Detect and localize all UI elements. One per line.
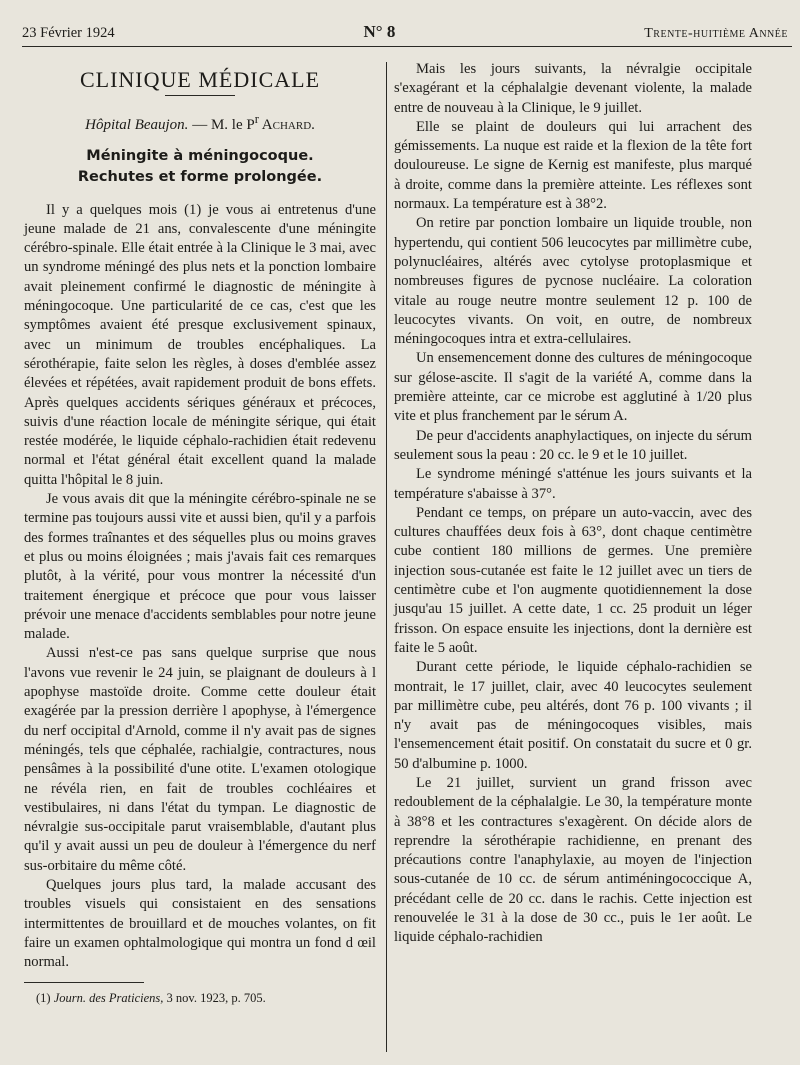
footnote: [24, 989, 376, 1008]
article-title-line-2: Rechutes et forme prolongée.: [77, 168, 323, 185]
publication-year: Trente-huitième Année: [644, 26, 788, 41]
paragraph: On retire par ponction lombaire un liquide trouble, non hypertendu, qui contient 506 leucocytes par millimètre cube, polynucléaires, altérés avec cytolyse protoplasmique et nombreuses figures de pycnose nucléaire. La coloration vitale au rouge neutre montre seulement 12 p. 100 de leucocytes vivants. On voit, en outre, de nombreux méningocoques intra et extra-cellulaires.: [394, 215, 752, 348]
author-prefix: M. le P: [210, 117, 255, 134]
paragraph: Quelques jours plus tard, la malade accusant des troubles visuels qui consistaient en des sensations intermittentes de brouillard et de mouches volantes, on fit faire un examen ophtalmologique qui montra un fond d œil normal.: [24, 876, 376, 971]
header-rule: [22, 46, 792, 47]
footnote-number: (1): [36, 991, 51, 1006]
section-title: CLINIQUE MÉDICALE: [79, 67, 321, 92]
paragraph: Elle se plaint de douleurs qui lui arrachent des gémissements. La nuque est raide et la flexion de la tête fort douloureuse. Le signe de Kernig est manifeste, plus marqué à droite, comme dans la première atteinte. Les réflexes sont normaux. La température est à 38°2.: [394, 118, 752, 213]
byline: [24, 110, 376, 135]
issue-date: 23 Février 1924: [22, 25, 115, 41]
paragraph: Je vous avais dit que la méningite cérébro-spinale ne se termine pas toujours aussi vite et aussi bien, qu'il y a parfois des formes traînantes et des séquelles plus ou moins graves et plus ou moins éloignées ; mais j'avais fait ces remarques plutôt, à la vérité, pour vous montrer la nécessité d'un traitement énergique et précoce que pour vous laisser prévoir une menace d'accidents semblables pour notre jeune malade.: [24, 491, 376, 643]
author-name: Achard.: [258, 117, 315, 134]
paragraph: Aussi n'est-ce pas sans quelque surprise que nous l'avons vue revenir le 24 juin, se plaignant de douleurs à l apophyse mastoïde droite. Comme cette douleur était exagérée par la pression derrière l apophyse, à l'émergence du nerf occipital d'Arnold, comme il n'y avait pas de signes méningés, tels que céphalée, rachialgie, contractures, nous pensâmes à la possibilité d'une otite. L'examen otologique ne révéla rien, en fait de troubles cochléaires et vestibulaires, ni dans l'état du tympan. Le diagnostic de névralgie sus-occipitale parut vraisemblable, d'autant plus qu'il y avait aussi un peu de douleur à l'émergence du nerf sus-orbitaire du même côté.: [24, 645, 376, 874]
paragraph: Pendant ce temps, on prépare un auto-vaccin, avec des cultures chauffées deux fois à 63°, dont chaque centimètre cube contient 180 millions de germes. Une première injection sous-cutanée est faite le 12 juillet avec un tiers de centimètre cube et l'on augmente quotidiennement la dose jusqu'au 15 juillet. A cette date, 1 cc. 25 produit un léger frisson. On espace ensuite les injections, dont la dernière est faite le 5 août.: [394, 504, 752, 656]
page-header: [22, 22, 788, 44]
right-column: [394, 60, 752, 948]
paragraph: Le 21 juillet, survient un grand frisson avec redoublement de la céphalalgie. Le 30, la température monte à 38°8 et les contractures s'exagèrent. On décide alors de reprendre la sérothérapie rachidienne, en prenant des précautions contre l'anaphylaxie, au moyen de l'injection sous-cutanée de 10 cc. de sérum antiméningococcique A, précédant celle de 20 cc. dans le rachis. Cette injection est renouvelée le 31 à la dose de 30 cc., puis le 1er août. Le liquide céphalo-rachidien: [394, 774, 752, 946]
paragraph: De peur d'accidents anaphylactiques, on injecte du sérum seulement sous la peau : 20 cc. le 9 et le 10 juillet.: [394, 427, 752, 463]
paragraph: Un ensemencement donne des cultures de méningocoque sur gélose-ascite. Il s'agit de la variété A, comme dans la première atteinte, car ce microbe est agglutiné à 1/20 plus vite et plus franchement par le sérum A.: [394, 350, 752, 425]
author-prefix-sup: r: [254, 112, 259, 127]
left-column: [24, 56, 376, 1009]
column-divider: [386, 62, 387, 1052]
article-title-line-1: Méningite à méningocoque.: [86, 147, 314, 164]
issue-number: N° 8: [363, 22, 396, 41]
article-title: [24, 146, 376, 188]
hospital-name: Hôpital Beaujon.: [85, 117, 189, 134]
paragraph: Durant cette période, le liquide céphalo-rachidien se montrait, le 17 juillet, clair, avec 40 leucocytes seulement par millimètre cube, peu altérés, dont 76 p. 100 vivants ; il n'y avait pas de méningocoques visibles, mais l'ensemencement était positif. On constatait du sucre et 0 gr. 50 d'albumine p. 1000.: [394, 659, 752, 772]
footnote-rule: [24, 982, 144, 983]
footnote-source: Journ. des Praticiens,: [53, 991, 164, 1006]
byline-dash: —: [188, 117, 211, 134]
paragraph: Il y a quelques mois (1) je vous ai entretenus d'une jeune malade de 21 ans, convalescente d'une méningite cérébro-spinale. Elle était entrée à la Clinique le 3 mai, avec un syndrome méningé des plus nets et la ponction lombaire avait pleinement confirmé le diagnostic de méningite à méningocoque. Une particularité de ce cas, c'est que les symptômes avaient été presque exclusivement spinaux, avec un minimum de troubles encéphaliques. La sérothérapie, faite selon les règles, à doses d'emblée assez élevées et répétées, avait rapidement produit de bons effets. Après quelques accidents sériques généraux et précoces, suivis d'une réaction locale de méningite sérique, qui était restée modérée, le liquide céphalo-rachidien était redevenu normal et l'état général était excellent quand la malade quitta l'hôpital le 8 juin.: [24, 201, 376, 488]
paragraph: Le syndrome méningé s'atténue les jours suivants et la température s'abaisse à 37°.: [394, 466, 752, 502]
footnote-detail: 3 nov. 1923, p. 705.: [163, 991, 266, 1006]
paragraph: Mais les jours suivants, la névralgie occipitale s'exagérant et la céphalalgie devenant violente, la malade entre de nouveau à la Clinique, le 9 juillet.: [394, 61, 752, 116]
section-rule: [165, 95, 235, 96]
